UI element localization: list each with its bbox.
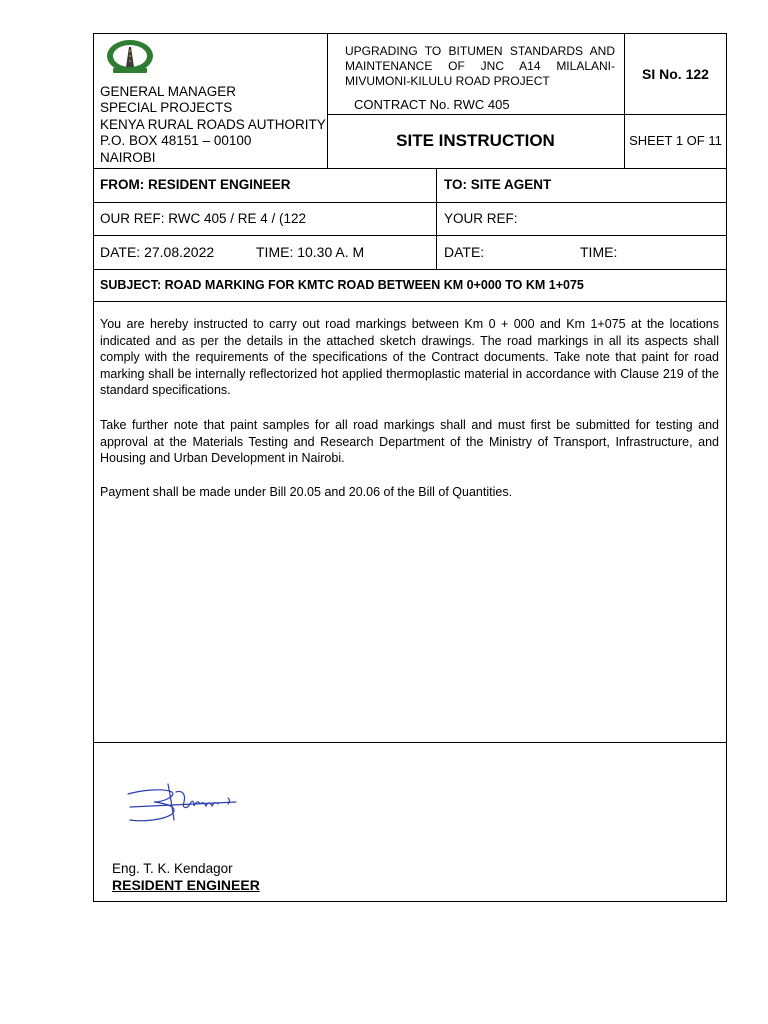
signatory-title: RESIDENT ENGINEER xyxy=(112,877,260,893)
document-frame xyxy=(93,33,727,902)
authority-line: KENYA RURAL ROADS AUTHORITY xyxy=(100,117,326,132)
rule-from-to xyxy=(93,202,727,203)
signatory-name: Eng. T. K. Kendagor xyxy=(112,861,233,876)
rule-header-bottom xyxy=(93,168,727,169)
authority-line: P.O. BOX 48151 – 00100 xyxy=(100,133,252,148)
your-ref-field: YOUR REF: xyxy=(444,211,518,226)
rule-subject xyxy=(93,301,727,302)
from-field: FROM: RESIDENT ENGINEER xyxy=(100,177,291,192)
body-paragraph: Take further note that paint samples for all road markings shall and must first be submitted for testing and approval at the Materials Testing and Research Department of the Ministry of Transport, Infrastructure, and Housing and Urban Development in Nairobi. xyxy=(100,418,719,465)
rule-refs xyxy=(93,235,727,236)
kerra-logo-icon xyxy=(104,38,156,78)
our-ref-field: OUR REF: RWC 405 / RE 4 / (122 xyxy=(100,211,307,226)
rule-body-bottom xyxy=(93,742,727,743)
body-paragraph: Payment shall be made under Bill 20.05 and 20.06 of the Bill of Quantities. xyxy=(100,485,513,499)
project-title: UPGRADING TO BITUMEN STANDARDS AND MAINTENANCE OF JNC A14 MILALANI-MIVUMONI-KILULU ROAD PROJECT xyxy=(345,44,615,88)
sheet-count: SHEET 1 OF 11 xyxy=(629,133,722,148)
document-title: SITE INSTRUCTION xyxy=(396,131,555,150)
authority-line: SPECIAL PROJECTS xyxy=(100,100,233,115)
si-number: SI No. 122 xyxy=(642,66,709,82)
header-mid-rule xyxy=(327,114,727,115)
rule-dates xyxy=(93,269,727,270)
contract-number: CONTRACT No. RWC 405 xyxy=(354,97,510,112)
date-field-recipient: DATE: xyxy=(444,244,485,260)
authority-line: GENERAL MANAGER xyxy=(100,84,237,99)
fields-divider xyxy=(436,168,437,269)
to-field: TO: SITE AGENT xyxy=(444,177,552,192)
date-field: DATE: 27.08.2022 xyxy=(100,244,215,260)
handwritten-signature-icon xyxy=(124,780,244,828)
authority-line: NAIROBI xyxy=(100,150,156,165)
body-paragraph: You are hereby instructed to carry out road markings between Km 0 + 000 and Km 1+075 at the locations indicated and as per the details in the attached sketch drawings. The road markings in all its aspects shall comply with the requirements of the specifications of the Contract documents. Take note that paint for road marking shall be internally reflectorized hot applied thermoplastic material in accordance with Clause 219 of the standard specifications. xyxy=(100,317,719,397)
time-field-recipient: TIME: xyxy=(580,244,618,260)
time-field: TIME: 10.30 A. M xyxy=(256,244,365,260)
subject-line: SUBJECT: ROAD MARKING FOR KMTC ROAD BETWEEN KM 0+000 TO KM 1+075 xyxy=(100,278,584,292)
